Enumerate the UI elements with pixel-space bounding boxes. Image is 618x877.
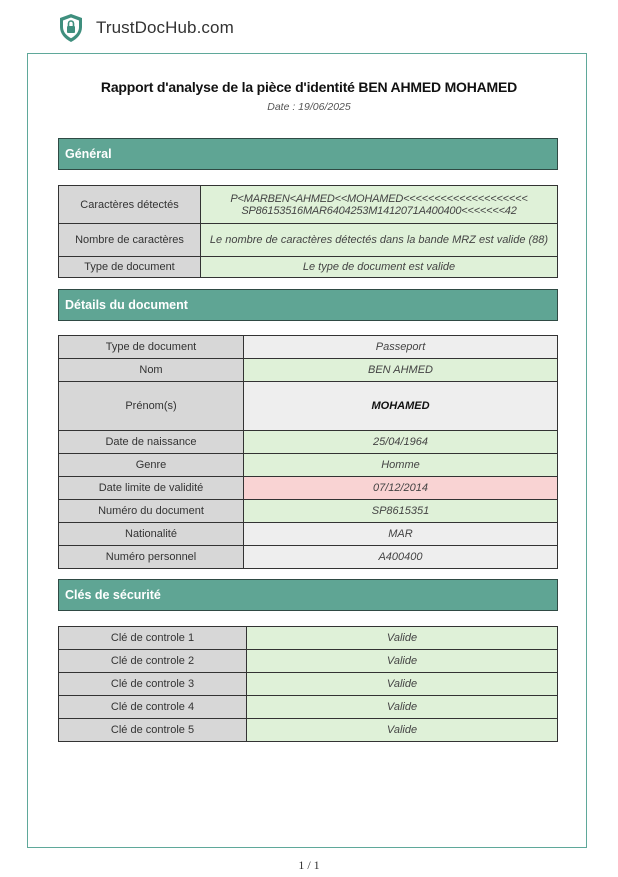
table-row	[59, 257, 558, 278]
mrz-line-2: SP86153516MAR6404253M1412071A400400<<<<<<<42	[241, 204, 517, 217]
report-title: Rapport d'analyse de la pièce d'identité BEN AHMED MOHAMED	[100, 79, 518, 95]
site-header	[58, 12, 234, 44]
row-label: Clé de controle 1	[59, 627, 247, 650]
row-value: Valide	[247, 627, 558, 650]
table-row	[59, 673, 558, 696]
row-value: MOHAMED	[244, 382, 558, 431]
mrz-value	[201, 186, 558, 224]
section-security-heading: Clés de sécurité	[58, 579, 558, 611]
section-general-heading: Général	[58, 138, 558, 170]
mrz-line-1: P<MARBEN<AHMED<<MOHAMED<<<<<<<<<<<<<<<<<<<<	[230, 192, 528, 205]
details-table	[58, 335, 558, 569]
table-row	[59, 650, 558, 673]
row-value: Valide	[247, 673, 558, 696]
row-value: Le nombre de caractères détectés dans la bande MRZ est valide (88)	[201, 224, 558, 257]
shield-lock-icon	[58, 13, 84, 43]
row-label: Nom	[59, 359, 244, 382]
table-row	[59, 627, 558, 650]
table-row	[59, 224, 558, 257]
table-row	[59, 696, 558, 719]
row-label: Genre	[59, 454, 244, 477]
row-label: Type de document	[59, 257, 201, 278]
table-row	[59, 523, 558, 546]
brand-name[interactable]: TrustDocHub.com	[96, 18, 234, 37]
row-label: Clé de controle 4	[59, 696, 247, 719]
table-row	[59, 546, 558, 569]
table-row	[59, 477, 558, 500]
row-value: Passeport	[244, 336, 558, 359]
general-table	[58, 185, 558, 278]
report-date: Date : 19/06/2025	[267, 101, 351, 113]
security-table	[58, 626, 558, 742]
row-value: Homme	[244, 454, 558, 477]
row-label: Numéro du document	[59, 500, 244, 523]
table-row	[59, 500, 558, 523]
row-label: Clé de controle 2	[59, 650, 247, 673]
table-row	[59, 359, 558, 382]
row-label: Clé de controle 5	[59, 719, 247, 742]
row-value: Valide	[247, 650, 558, 673]
table-row	[59, 431, 558, 454]
table-row	[59, 382, 558, 431]
section-details-heading: Détails du document	[58, 289, 558, 321]
row-label: Clé de controle 3	[59, 673, 247, 696]
row-label: Type de document	[59, 336, 244, 359]
row-label: Numéro personnel	[59, 546, 244, 569]
row-label: Prénom(s)	[59, 382, 244, 431]
table-row	[59, 454, 558, 477]
row-value: 25/04/1964	[244, 431, 558, 454]
row-value: Le type de document est valide	[201, 257, 558, 278]
row-value: A400400	[244, 546, 558, 569]
row-value: MAR	[244, 523, 558, 546]
row-value: Valide	[247, 719, 558, 742]
row-value: SP8615351	[244, 500, 558, 523]
row-label: Caractères détectés	[59, 186, 201, 224]
row-value-expired: 07/12/2014	[244, 477, 558, 500]
row-label: Date limite de validité	[59, 477, 244, 500]
row-value: BEN AHMED	[244, 359, 558, 382]
table-row	[59, 186, 558, 224]
table-row	[59, 719, 558, 742]
row-label: Date de naissance	[59, 431, 244, 454]
table-row	[59, 336, 558, 359]
row-value: Valide	[247, 696, 558, 719]
row-label: Nombre de caractères	[59, 224, 201, 257]
page-number: 1 / 1	[298, 858, 320, 872]
row-label: Nationalité	[59, 523, 244, 546]
